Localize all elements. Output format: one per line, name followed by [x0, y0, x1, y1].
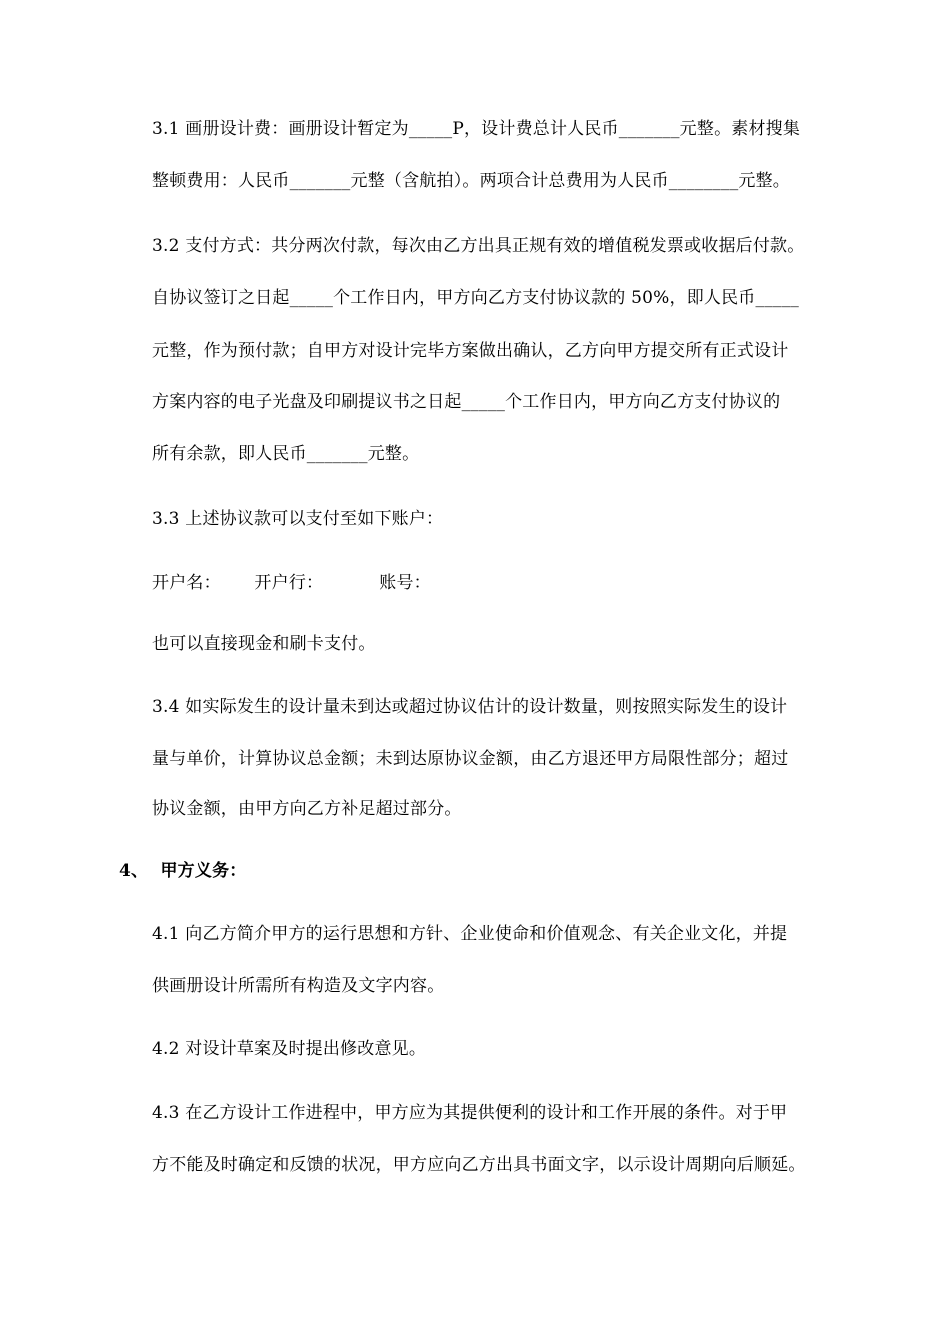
clause-3-3-line: 3.3 上述协议款可以支付至如下账户：: [152, 509, 444, 529]
clause-4-3-line-2: 方不能及时确定和反馈的状况，甲方应向乙方出具书面文字，以示设计周期向后顺延。: [152, 1155, 806, 1175]
clause-3-4-line-3: 协议金额，由甲方向乙方补足超过部分。: [152, 799, 462, 819]
clause-3-1-line-1: 3.1 画册设计费：画册设计暂定为_____P，设计费总计人民币_______元整。素材搜集: [152, 119, 801, 139]
account-info-line: 开户名： 开户行： 账号：: [152, 573, 431, 593]
clause-4-3-line-1: 4.3 在乙方设计工作进程中，甲方应为其提供便利的设计和工作开展的条件。对于甲: [152, 1103, 788, 1123]
clause-4-2-line: 4.2 对设计草案及时提出修改意见。: [152, 1039, 427, 1059]
clause-3-2-line-1: 3.2 支付方式：共分两次付款，每次由乙方出具正规有效的增值税发票或收据后付款。: [152, 236, 805, 256]
clause-3-2-line-5: 所有余款，即人民币_______元整。: [152, 444, 420, 464]
clause-4-1-line-1: 4.1 向乙方简介甲方的运行思想和方针、企业使命和价值观念、有关企业文化，并提: [152, 924, 788, 944]
clause-3-2-line-3: 元整，作为预付款；自甲方对设计完毕方案做出确认，乙方向甲方提交所有正式设计: [152, 341, 789, 361]
payment-note-line: 也可以直接现金和刷卡支付。: [152, 634, 376, 654]
clause-3-1-line-2: 整顿费用：人民币_______元整（含航拍）。两项合计总费用为人民币________元整。: [152, 171, 790, 191]
clause-3-2-line-2: 自协议签订之日起_____个工作日内，甲方向乙方支付协议款的 50%，即人民币_____: [152, 288, 799, 308]
clause-3-2-line-4: 方案内容的电子光盘及印刷提议书之日起_____个工作日内，甲方向乙方支付协议的: [152, 392, 781, 412]
clause-4-1-line-2: 供画册设计所需所有构造及文字内容。: [152, 976, 445, 996]
clause-3-4-line-1: 3.4 如实际发生的设计量未到达或超过协议估计的设计数量，则按照实际发生的设计: [152, 697, 788, 717]
section-4-heading: 4、 甲方义务：: [119, 861, 247, 881]
clause-3-4-line-2: 量与单价，计算协议总金额；未到达原协议金额，由乙方退还甲方局限性部分；超过: [152, 749, 789, 769]
